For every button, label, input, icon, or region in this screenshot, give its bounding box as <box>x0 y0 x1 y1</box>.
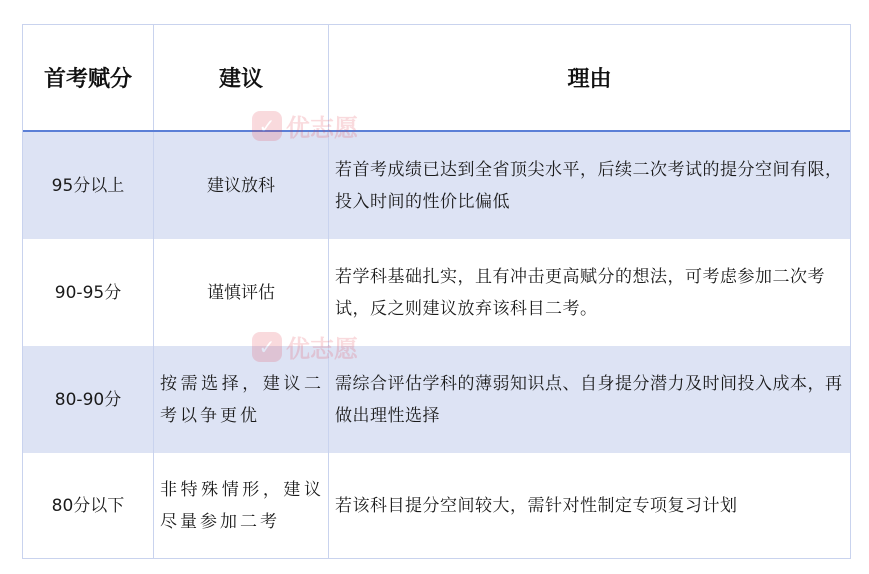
reason-cell: 若首考成绩已达到全省顶尖水平，后续二次考试的提分空间有限，投入时间的性价比偏低 <box>335 159 843 212</box>
table-row <box>23 132 850 240</box>
score-cell: 95分以上 <box>23 132 154 239</box>
advice-cell: 谨慎评估 <box>154 239 329 346</box>
advice-cell: 按需选择，建议二考以争更优 <box>154 346 329 453</box>
reason-cell: 若学科基础扎实，且有冲击更高赋分的想法，可考虑参加二次考试，反之则建议放弃该科目二考。 <box>335 266 825 319</box>
table-row <box>23 453 850 558</box>
header-reason: 理由 <box>567 67 612 92</box>
table-row <box>23 346 850 454</box>
reason-cell: 若该科目提分空间较大，需针对性制定专项复习计划 <box>335 495 738 516</box>
score-cell: 80-90分 <box>23 346 154 453</box>
score-cell: 80分以下 <box>23 453 154 558</box>
advice-cell: 非特殊情形，建议尽量参加二考 <box>154 453 329 558</box>
header-score: 首考赋分 <box>23 25 154 130</box>
reason-cell: 需综合评估学科的薄弱知识点、自身提分潜力及时间投入成本，再做出理性选择 <box>335 373 843 426</box>
score-cell: 90-95分 <box>23 239 154 346</box>
table-row <box>23 239 850 347</box>
table-header-row <box>23 25 850 132</box>
advice-cell: 建议放科 <box>154 132 329 239</box>
recommendation-table <box>22 24 851 559</box>
header-advice: 建议 <box>154 25 329 130</box>
